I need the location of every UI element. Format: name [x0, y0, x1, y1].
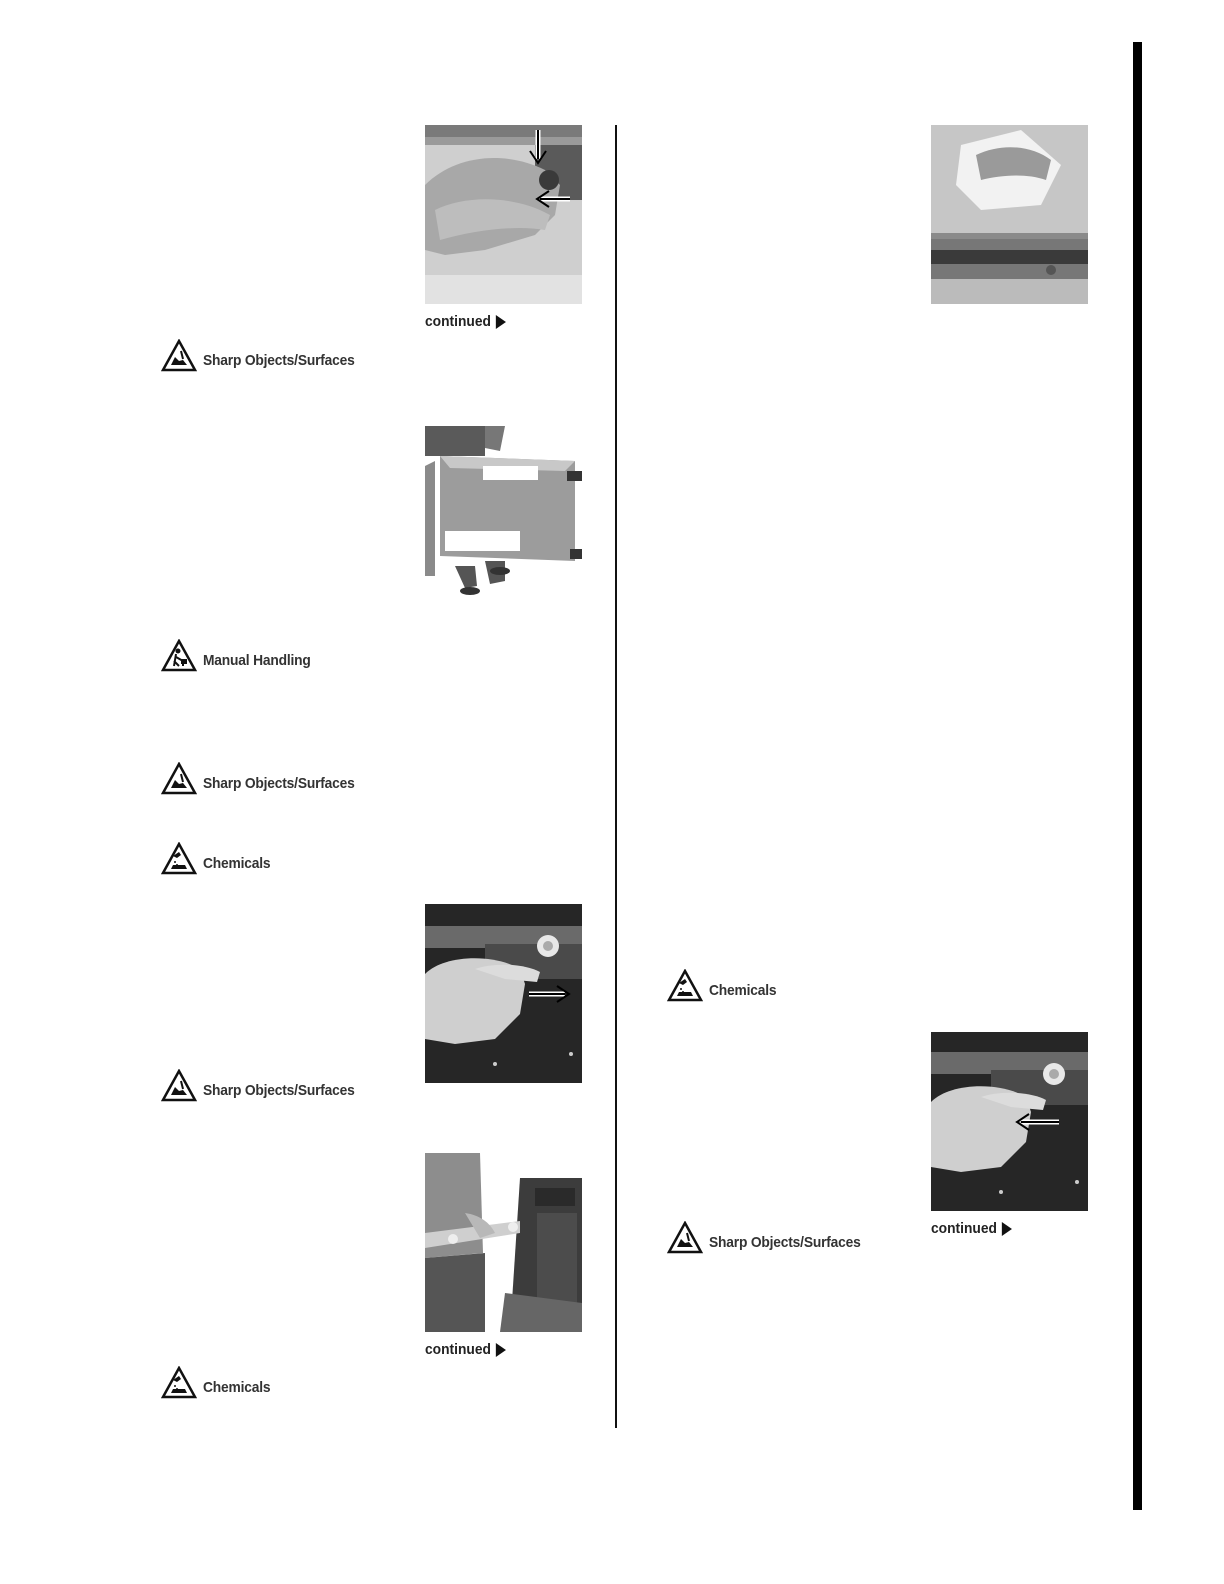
- warning-label: Sharp Objects/Surfaces: [709, 1233, 861, 1251]
- sharp-objects-hazard-icon: [667, 1221, 703, 1255]
- continued-label: [931, 1220, 1012, 1237]
- continued-text: continued: [425, 313, 491, 330]
- warning-sharp-objects-1: [161, 338, 368, 374]
- warning-chemicals-3: [667, 968, 782, 1004]
- continued-label: [425, 1341, 506, 1358]
- play-triangle-icon: [496, 1343, 506, 1357]
- warning-label: Sharp Objects/Surfaces: [203, 351, 355, 369]
- warning-label: Sharp Objects/Surfaces: [203, 774, 355, 792]
- photo-lifting-drawer: [425, 426, 582, 605]
- manual-handling-hazard-icon: [161, 639, 197, 673]
- warning-label: Manual Handling: [203, 651, 311, 669]
- warning-manual-handling: [161, 638, 320, 674]
- photo-pulling-slide-rail: [425, 1153, 582, 1332]
- warning-label: Chemicals: [203, 854, 271, 872]
- column-divider: [615, 125, 617, 1428]
- warning-chemicals-2: [161, 1365, 276, 1401]
- chemicals-hazard-icon: [161, 1366, 197, 1400]
- chemicals-hazard-icon: [161, 842, 197, 876]
- warning-chemicals-1: [161, 841, 276, 877]
- sharp-objects-hazard-icon: [161, 1069, 197, 1103]
- play-triangle-icon: [496, 315, 506, 329]
- continued-label: [425, 313, 506, 330]
- photo-rail-release-tab: [425, 125, 582, 304]
- warning-sharp-objects-4: [667, 1220, 874, 1256]
- sharp-objects-hazard-icon: [161, 339, 197, 373]
- chemicals-hazard-icon: [667, 969, 703, 1003]
- warning-label: Sharp Objects/Surfaces: [203, 1081, 355, 1099]
- page-edge-bar: [1133, 42, 1142, 1510]
- warning-sharp-objects-2: [161, 761, 368, 797]
- photo-latch-release-right: [425, 904, 582, 1083]
- sharp-objects-hazard-icon: [161, 762, 197, 796]
- continued-text: continued: [425, 1341, 491, 1358]
- warning-label: Chemicals: [203, 1378, 271, 1396]
- photo-latch-release-left: [931, 1032, 1088, 1211]
- warning-label: Chemicals: [709, 981, 777, 999]
- warning-sharp-objects-3: [161, 1068, 368, 1104]
- photo-wiping-slide: [931, 125, 1088, 304]
- continued-text: continued: [931, 1220, 997, 1237]
- play-triangle-icon: [1002, 1222, 1012, 1236]
